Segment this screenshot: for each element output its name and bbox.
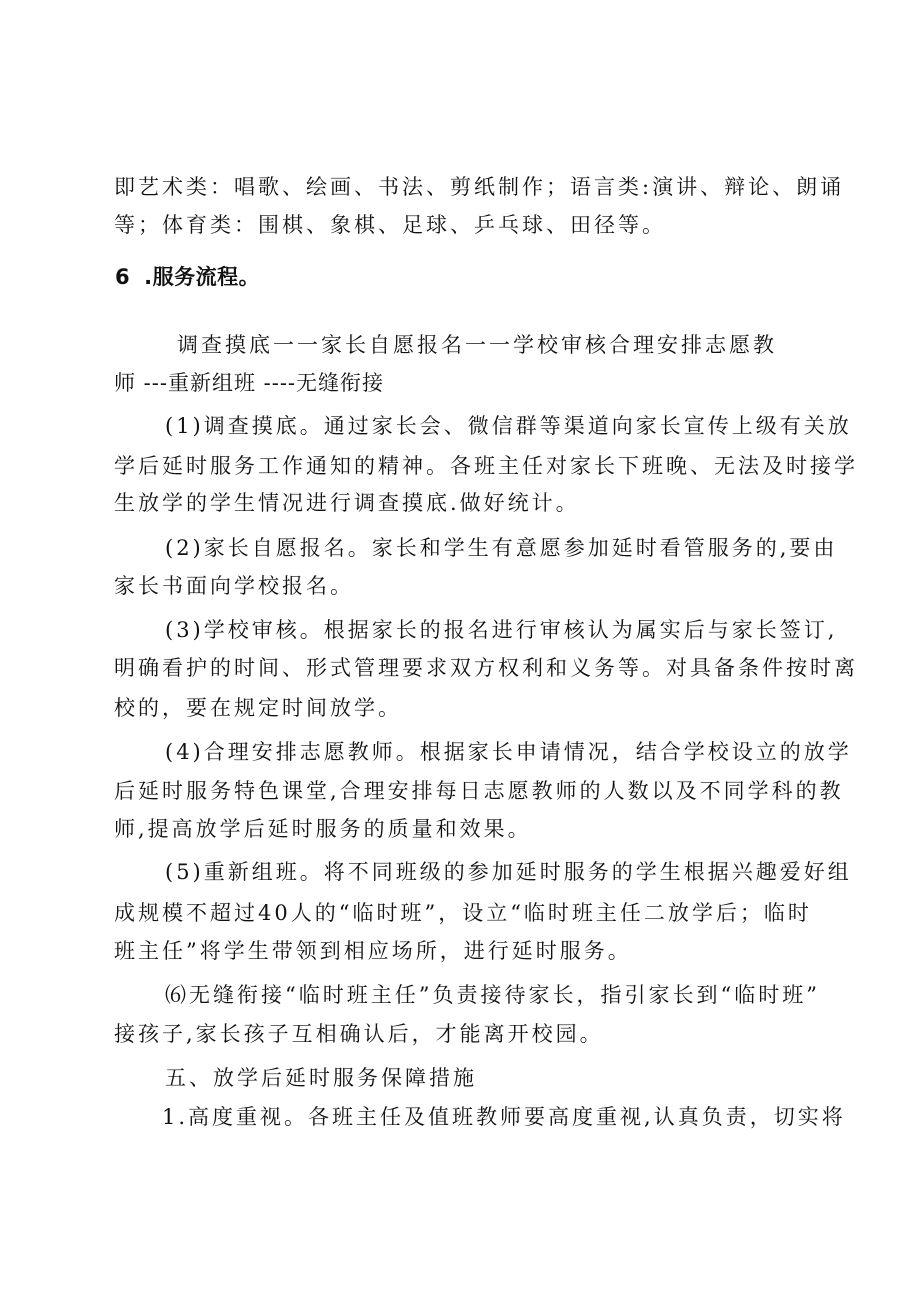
paragraph-line: 学后延时服务工作通知的精神。各班主任对家长下班晚、无法及时接学 xyxy=(114,454,858,478)
paragraph-line: 师,提高放学后延时服务的质量和效果。 xyxy=(114,817,532,841)
text-line: 等；体育类：围棋、象棋、足球、乒乓球、田径等。 xyxy=(114,213,666,237)
section-heading xyxy=(115,262,260,292)
paragraph-line: 生放学的学生情况进行调查摸底.做好统计。 xyxy=(114,491,580,515)
section-number: 6 xyxy=(115,265,131,289)
paragraph-line: 1.高度重视。各班主任及值班教师要高度重视,认真负责，切实将 xyxy=(162,1105,846,1129)
section-title: .服务流程。 xyxy=(144,265,261,289)
paragraph-line: (5)重新组班。将不同班级的参加延时服务的学生根据兴趣爱好组 xyxy=(165,860,852,884)
paragraph-line: (4)合理安排志愿教师。根据家长申请情况，结合学校设立的放学 xyxy=(165,740,852,764)
section-title: 五、放学后延时服务保障措施 xyxy=(165,1066,477,1090)
paragraph-line: 校的，要在规定时间放学。 xyxy=(114,696,402,720)
text-line: 即艺术类：唱歌、绘画、书法、剪纸制作；语言类:演讲、辩论、朗诵 xyxy=(114,175,845,199)
paragraph-line: (1)调查摸底。通过家长会、微信群等渠道向家长宣传上级有关放 xyxy=(165,414,852,438)
paragraph-line: 后延时服务特色课堂,合理安排每日志愿教师的人数以及不同学科的教 xyxy=(114,779,844,803)
paragraph-line: 成规模不超过40人的“临时班”，设立“临时班主任二放学后；临时 xyxy=(114,901,812,925)
paragraph-line: 家长书面向学校报名。 xyxy=(114,574,354,598)
paragraph-line: 班主任”将学生带领到相应场所，进行延时服务。 xyxy=(114,939,632,963)
flow-line: 调查摸底一一家长自愿报名一一学校审核合理安排志愿教 xyxy=(177,333,777,357)
paragraph-line: ⑹无缝衔接“临时班主任”负责接待家长，指引家长到“临时班” xyxy=(165,983,820,1007)
flow-line: 师 ---重新组班 ----无缝衔接 xyxy=(114,371,385,395)
paragraph-line: 明确看护的时间、形式管理要求双方权利和义务等。对具备条件按时离 xyxy=(114,656,858,680)
paragraph-line: 接孩子,家长孩子互相确认后，才能离开校园。 xyxy=(114,1022,604,1046)
paragraph-line: (3)学校审核。根据家长的报名进行审核认为属实后与家长签订, xyxy=(165,618,838,642)
paragraph-line: (2)家长自愿报名。家长和学生有意愿参加延时看管服务的,要由 xyxy=(165,536,838,560)
